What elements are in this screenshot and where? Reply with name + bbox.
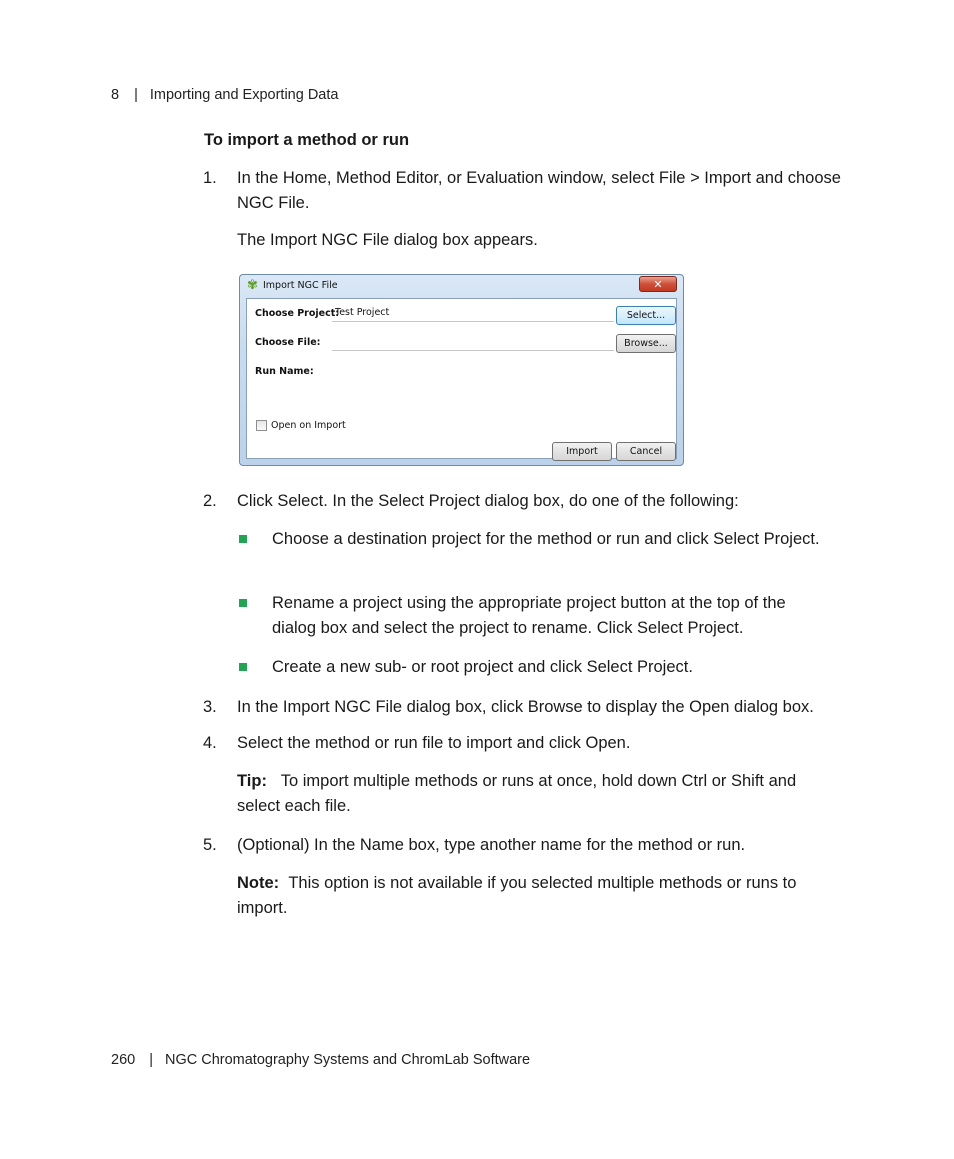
choose-file-field[interactable] xyxy=(332,336,614,351)
close-icon[interactable]: ✕ xyxy=(639,276,677,292)
note-label: Note: xyxy=(237,874,280,892)
header-page-number: 8 xyxy=(111,87,120,103)
step-number: 5. xyxy=(203,836,217,854)
footer-book-title: NGC Chromatography Systems and ChromLab Software xyxy=(164,1052,531,1068)
step-text: In the Home, Method Editor, or Evaluation window, select File > Import and choose NGC File. xyxy=(237,169,841,212)
footer-page-number: 260 xyxy=(111,1052,136,1068)
open-on-import-label: Open on Import xyxy=(271,420,346,431)
step-text: (Optional) In the Name box, type another name for the method or run. xyxy=(237,836,746,854)
tip-text: To import multiple methods or runs at once, hold down Ctrl or Shift and select each file. xyxy=(237,772,797,815)
step-number: 2. xyxy=(203,492,217,510)
step-number: 3. xyxy=(203,698,217,716)
footer-separator: | xyxy=(149,1052,153,1068)
run-name-label: Run Name: xyxy=(255,366,314,377)
running-header xyxy=(111,87,338,103)
bullet-marker xyxy=(239,535,247,543)
step-result-text: The Import NGC File dialog box appears. xyxy=(237,231,538,249)
tip-callout xyxy=(237,769,797,819)
section-heading: To import a method or run xyxy=(204,131,410,149)
select-button[interactable]: Select... xyxy=(616,306,676,325)
bullet-text: Create a new sub- or root project and click Select Project. xyxy=(272,658,693,676)
note-callout xyxy=(237,871,805,921)
choose-file-label: Choose File: xyxy=(255,337,321,348)
bullet-marker xyxy=(239,663,247,671)
choose-project-label: Choose Project: xyxy=(255,308,340,319)
dialog-titlebar xyxy=(240,275,683,298)
ngc-app-icon: ✾ xyxy=(247,278,258,293)
header-separator: | xyxy=(134,87,138,103)
step-text: Select the method or run file to import and click Open. xyxy=(237,734,631,752)
browse-button[interactable]: Browse... xyxy=(616,334,676,353)
step-number: 4. xyxy=(203,734,217,752)
running-footer xyxy=(111,1052,530,1068)
bullet-marker xyxy=(239,599,247,607)
tip-label: Tip: xyxy=(237,772,267,790)
dialog-title: Import NGC File xyxy=(263,280,338,291)
import-button[interactable]: Import xyxy=(552,442,612,461)
open-on-import-checkbox[interactable] xyxy=(256,420,267,431)
import-ngc-file-dialog xyxy=(239,274,684,466)
choose-project-field[interactable]: Test Project xyxy=(332,307,614,322)
bullet-text: Choose a destination project for the method or run and click Select Project. xyxy=(272,530,820,548)
bullet-text: Rename a project using the appropriate project button at the top of the dialog box and select the project to rename. Click Select Project. xyxy=(272,594,786,637)
note-text: This option is not available if you selected multiple methods or runs to import. xyxy=(237,874,797,917)
step-number: 1. xyxy=(203,169,217,187)
cancel-button[interactable]: Cancel xyxy=(616,442,676,461)
step-text: Click Select. In the Select Project dialog box, do one of the following: xyxy=(237,492,739,510)
header-chapter-title: Importing and Exporting Data xyxy=(149,87,339,103)
step-text: In the Import NGC File dialog box, click Browse to display the Open dialog box. xyxy=(237,698,814,716)
dialog-body xyxy=(246,298,677,459)
